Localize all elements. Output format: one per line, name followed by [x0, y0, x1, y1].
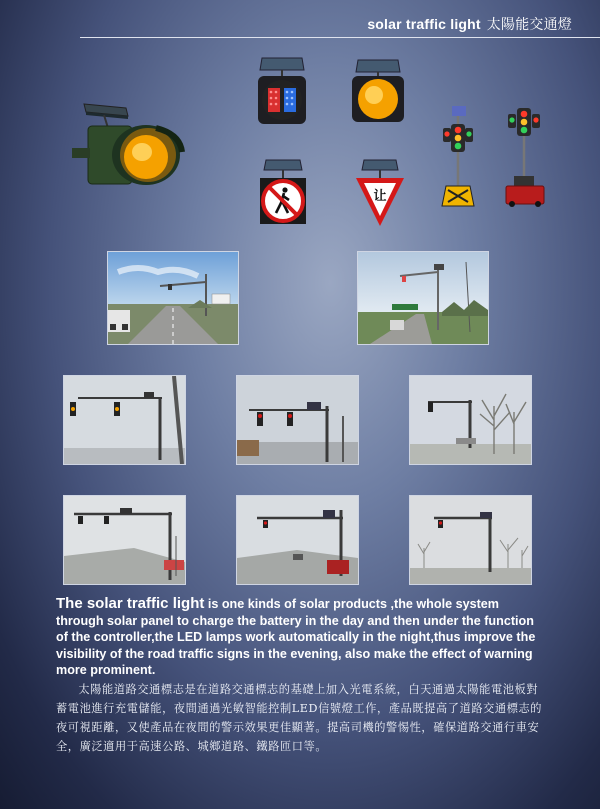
description-cn: 太陽能道路交通標志是在道路交通標志的基礎上加入光電系統，白天通過太陽能電池板對蓄電池進行充電儲能，夜間通過光敏智能控制LED信號燈工作，產品既提高了道路交通標志的夜可視距離，又使產品在夜間的警示效果更佳顯著。提高司機的警惕性，確保道路交通行車安全，廣泛適用于高速公路、城鄉道路、鐵路匝口等。 — [56, 683, 543, 753]
photo-roadside-pole-trees — [409, 375, 532, 465]
amber-square-flasher — [350, 58, 406, 124]
no-pedestrian-sign — [258, 158, 308, 228]
title-cn: 太陽能交通燈 — [486, 17, 572, 33]
description-lead: The solar traffic light — [56, 595, 205, 612]
photo-highway-road-2 — [357, 251, 489, 345]
red-blue-led-signal — [256, 56, 308, 128]
photo-foggy-gantry-3 — [409, 495, 532, 585]
page-title — [367, 14, 572, 34]
portable-signal-tower-yellow — [440, 104, 480, 210]
description-body: is one kinds of solar products ,the whole system through solar panel to charge the battery in the day and then under the function of the controller,the LED lamps work automatically in the night,thus improve the visibility of the road traffic signs in the evening, also make the effect of warning more prominent. — [56, 597, 536, 678]
portable-signal-tower-red — [504, 104, 546, 208]
photo-intersection-yellow-signals — [63, 375, 186, 465]
description-en — [56, 596, 548, 679]
header-rule — [80, 37, 600, 38]
yield-sign — [352, 158, 408, 230]
photo-foggy-gantry-2 — [236, 495, 359, 585]
amber-flasher-product — [68, 100, 192, 190]
photo-foggy-gantry-1 — [63, 495, 186, 585]
title-en: solar traffic light — [367, 16, 481, 32]
svg-text:让: 让 — [373, 189, 387, 204]
header — [0, 0, 600, 40]
photo-highway-road-1 — [107, 251, 239, 345]
photo-intersection-red-signals — [236, 375, 359, 465]
